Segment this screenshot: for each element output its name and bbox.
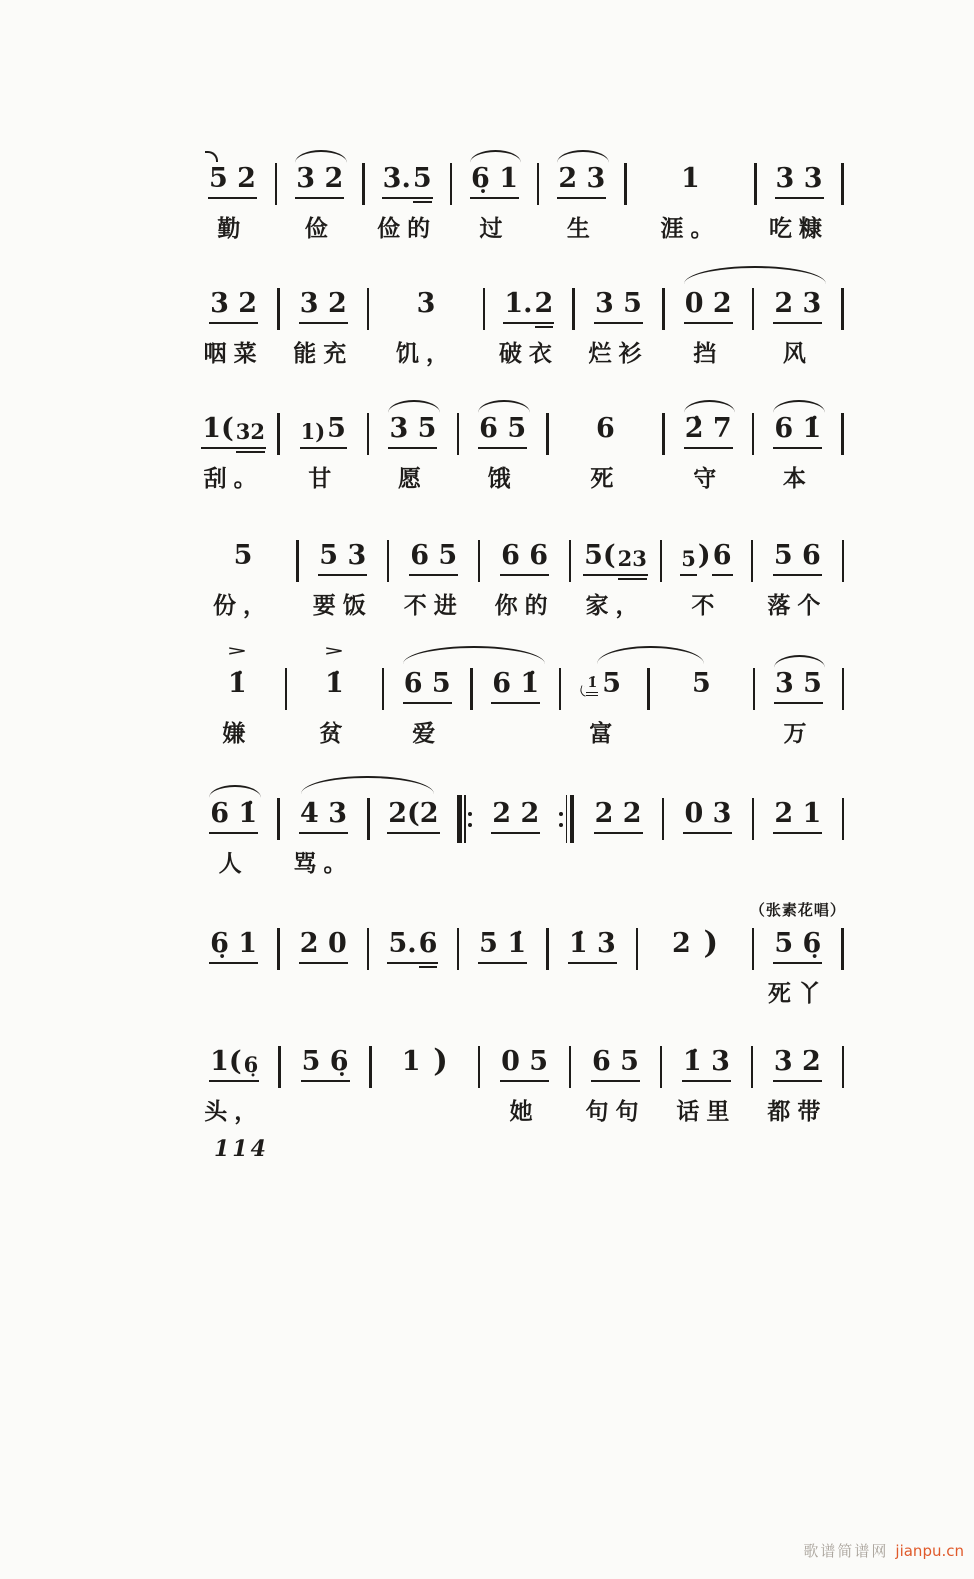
measure bbox=[190, 290, 277, 371]
lyric: 人 bbox=[218, 851, 249, 877]
measure bbox=[190, 800, 277, 881]
measure bbox=[549, 415, 662, 496]
measure bbox=[561, 670, 647, 751]
lyric: 饥， bbox=[396, 341, 457, 367]
note-seg: 6 bbox=[596, 413, 615, 444]
measure bbox=[571, 1048, 659, 1129]
slur-arc bbox=[388, 400, 439, 413]
measure bbox=[280, 290, 367, 371]
lyric: 她 bbox=[509, 1099, 540, 1125]
note-seg: 3 2 bbox=[773, 1047, 822, 1082]
slur-arc bbox=[774, 655, 825, 668]
note-seg: 0 5 bbox=[500, 1047, 549, 1082]
measure bbox=[749, 901, 846, 1011]
slur-arc bbox=[403, 646, 545, 664]
measure bbox=[754, 800, 841, 881]
note-seg: 0 2 bbox=[684, 289, 733, 324]
note-seg: ) bbox=[422, 1043, 448, 1079]
note-group bbox=[773, 290, 822, 324]
note-seg: 1) bbox=[300, 420, 327, 449]
note-seg: 6 5 bbox=[409, 541, 458, 576]
measure bbox=[665, 290, 752, 371]
note-seg: 3 2 bbox=[295, 164, 344, 199]
lyric: 不进 bbox=[403, 593, 464, 619]
measure bbox=[190, 542, 296, 623]
slur-arc bbox=[478, 400, 529, 413]
measure bbox=[574, 800, 661, 881]
note-group bbox=[209, 800, 258, 834]
grace-note: 1̇ bbox=[587, 675, 598, 691]
note-group bbox=[594, 290, 643, 324]
watermark-site-url[interactable]: jianpu.cn bbox=[895, 1542, 964, 1560]
note-seg: 2 3 bbox=[557, 164, 606, 199]
measure bbox=[389, 542, 477, 623]
note-seg: 1( bbox=[201, 414, 235, 449]
measure bbox=[650, 670, 753, 751]
lyric: 嫌 bbox=[222, 721, 253, 747]
note-group bbox=[416, 290, 437, 324]
note-seg: 6 bbox=[418, 929, 439, 964]
measure bbox=[473, 670, 559, 751]
note-seg: 1 bbox=[681, 163, 700, 194]
measure bbox=[754, 290, 841, 371]
note-seg: 3 2 bbox=[209, 289, 258, 324]
lyric: 爱 bbox=[412, 721, 443, 747]
note-group bbox=[568, 930, 617, 964]
barline bbox=[842, 798, 845, 840]
note-seg: 3 3 bbox=[775, 164, 824, 199]
note-seg: 3 2 bbox=[299, 289, 348, 324]
note-group bbox=[491, 670, 540, 704]
note-group bbox=[300, 415, 347, 449]
note-group bbox=[691, 670, 712, 704]
measure bbox=[287, 644, 382, 751]
lyric: 破衣 bbox=[498, 341, 559, 367]
measure bbox=[190, 415, 277, 496]
measure bbox=[459, 930, 546, 1011]
note-seg: 3. bbox=[382, 164, 412, 199]
note-group bbox=[318, 542, 367, 576]
note-seg: 2 0 bbox=[299, 929, 348, 964]
note-seg: 5. bbox=[387, 929, 417, 964]
note-seg: 2(2 bbox=[387, 799, 439, 834]
watermark-site-name: 歌谱简谱网 bbox=[803, 1542, 889, 1560]
lyric: 都带 bbox=[767, 1099, 828, 1125]
note-group bbox=[775, 165, 824, 199]
measure bbox=[480, 1048, 568, 1129]
note-seg: 2 2 bbox=[491, 799, 540, 834]
lyric: 骂。 bbox=[293, 851, 354, 877]
slur-arc bbox=[295, 150, 346, 163]
note-seg: 2 bbox=[671, 928, 691, 959]
accent-icon: > bbox=[226, 644, 248, 659]
note-seg: 6 5 bbox=[478, 414, 527, 449]
lyric: 死 bbox=[590, 466, 621, 492]
note-seg: 5 bbox=[326, 414, 347, 449]
note-group bbox=[209, 1048, 259, 1082]
lyric: 生 bbox=[566, 216, 597, 242]
lyric: 甘 bbox=[308, 466, 339, 492]
measure bbox=[190, 1048, 278, 1129]
lyric: 头， bbox=[204, 1099, 265, 1125]
measure bbox=[190, 165, 275, 246]
note-group bbox=[586, 670, 622, 704]
note-seg: 3 5 bbox=[388, 414, 437, 449]
measure bbox=[280, 930, 367, 1011]
note-seg: 5 bbox=[602, 668, 622, 699]
note-group bbox=[299, 930, 348, 964]
slur-arc bbox=[557, 150, 608, 163]
score-line bbox=[190, 542, 844, 623]
slur-arc bbox=[301, 776, 433, 794]
lyric: 过 bbox=[479, 216, 510, 242]
measure bbox=[755, 670, 841, 751]
note-group bbox=[478, 930, 527, 964]
barline bbox=[841, 928, 844, 970]
measure bbox=[665, 415, 752, 496]
note-seg: 3 bbox=[416, 288, 436, 319]
lyric: 挡 bbox=[693, 341, 724, 367]
lyric: 落个 bbox=[767, 593, 828, 619]
measure bbox=[757, 165, 842, 246]
lyric: 愿 bbox=[397, 466, 428, 492]
note-group bbox=[478, 415, 527, 449]
note-group bbox=[201, 415, 266, 449]
note-group bbox=[773, 542, 822, 576]
note-seg: 1̇ bbox=[325, 668, 344, 699]
note-group bbox=[500, 1048, 549, 1082]
barline-thick bbox=[457, 795, 462, 843]
note-seg: 23 bbox=[617, 547, 648, 576]
note-group bbox=[680, 165, 701, 199]
accent-icon: > bbox=[324, 644, 345, 659]
note-seg: 2 1 bbox=[773, 799, 822, 834]
lyric: 份， bbox=[213, 593, 274, 619]
slur-arc bbox=[684, 266, 826, 284]
note-group bbox=[773, 800, 822, 834]
repeat-dots-icon bbox=[559, 812, 563, 827]
lyric: 本 bbox=[782, 466, 813, 492]
measure bbox=[539, 165, 624, 246]
note-seg: 4 3 bbox=[299, 799, 348, 834]
note-group bbox=[388, 415, 437, 449]
measure bbox=[281, 1048, 369, 1129]
note-group bbox=[500, 542, 549, 576]
note-seg: 5 bbox=[680, 547, 697, 576]
note-group bbox=[684, 290, 733, 324]
note-seg: 0 3 bbox=[683, 799, 732, 834]
note-seg: 3 5 bbox=[774, 669, 823, 704]
measure bbox=[452, 165, 537, 246]
measure bbox=[299, 542, 387, 623]
repeat-end-barline bbox=[559, 795, 574, 843]
barline bbox=[841, 413, 844, 455]
measure bbox=[365, 165, 450, 246]
measure bbox=[277, 165, 362, 246]
note-group bbox=[209, 930, 258, 964]
note-seg: 2̇ 7 bbox=[684, 414, 733, 449]
note-group bbox=[683, 800, 732, 834]
note-seg: 1( bbox=[209, 1047, 243, 1082]
note-seg: 6̣ bbox=[243, 1053, 260, 1082]
note-seg: 5( bbox=[583, 541, 617, 576]
measure bbox=[472, 800, 559, 881]
measure bbox=[627, 165, 754, 246]
note-seg: 6 5 bbox=[403, 669, 452, 704]
note-group bbox=[594, 800, 643, 834]
lyric: 饿 bbox=[487, 466, 518, 492]
barline bbox=[841, 163, 844, 205]
slur-arc bbox=[684, 400, 735, 413]
lyric: 吃糠 bbox=[769, 216, 830, 242]
measure bbox=[280, 415, 367, 496]
measure bbox=[369, 415, 456, 496]
measure bbox=[485, 290, 572, 371]
note-seg: 5 6 bbox=[773, 541, 822, 576]
note-group bbox=[233, 542, 254, 576]
lyric: 你的 bbox=[494, 593, 555, 619]
note-group bbox=[403, 670, 452, 704]
measure bbox=[480, 542, 568, 623]
note-group bbox=[324, 644, 345, 704]
note-group bbox=[557, 165, 606, 199]
note-group bbox=[208, 165, 257, 199]
lyric: 句句 bbox=[585, 1099, 646, 1125]
lyric: 守 bbox=[693, 466, 724, 492]
note-group bbox=[491, 800, 540, 834]
note-group bbox=[503, 290, 554, 324]
score-line bbox=[190, 290, 844, 371]
lyric: 万 bbox=[783, 721, 814, 747]
note-seg: 2 2 bbox=[594, 799, 643, 834]
note-group bbox=[387, 930, 438, 964]
measure bbox=[575, 290, 662, 371]
note-seg: 5 2 bbox=[208, 164, 257, 199]
lyric: 要饭 bbox=[312, 593, 373, 619]
note-seg: 5 1̇ bbox=[478, 929, 527, 964]
note-seg: 1̇ 3 bbox=[682, 1047, 731, 1082]
lyric: 死丫 bbox=[767, 981, 828, 1007]
slur-arc bbox=[209, 785, 260, 798]
score-line bbox=[190, 165, 844, 246]
note-seg: 6̣ 1 bbox=[209, 929, 258, 964]
note-group bbox=[591, 1048, 640, 1082]
note-group bbox=[749, 901, 846, 964]
note-group bbox=[774, 670, 823, 704]
lyric: 能充 bbox=[293, 341, 354, 367]
lyric: 俭 bbox=[304, 216, 335, 242]
note-seg: 5 6̣ bbox=[301, 1047, 350, 1082]
note-seg: 1 bbox=[401, 1046, 421, 1077]
watermark bbox=[803, 1540, 964, 1561]
measure bbox=[459, 415, 546, 496]
score-line bbox=[190, 644, 844, 751]
measure bbox=[662, 1048, 750, 1129]
note-seg: ) bbox=[697, 540, 711, 571]
note-group bbox=[682, 1048, 731, 1082]
note-seg: 1. bbox=[503, 289, 533, 324]
repeat-begin-barline bbox=[457, 795, 472, 843]
note-seg: ) bbox=[692, 925, 719, 961]
measure bbox=[753, 1048, 841, 1129]
note-seg: 6 1̇ bbox=[209, 799, 258, 834]
note-group bbox=[382, 165, 433, 199]
note-group bbox=[299, 290, 348, 324]
note-group bbox=[595, 415, 616, 449]
note-group bbox=[583, 542, 648, 576]
lyric: 话里 bbox=[676, 1099, 737, 1125]
note-seg: 2 bbox=[534, 289, 555, 324]
slur-arc bbox=[773, 400, 824, 413]
note-seg: 5 bbox=[412, 164, 433, 199]
lyric: 勤 bbox=[217, 216, 248, 242]
measure bbox=[190, 644, 285, 751]
lyric: 咽菜 bbox=[203, 341, 264, 367]
note-seg: 32 bbox=[235, 420, 266, 449]
lyric: 烂衫 bbox=[588, 341, 649, 367]
measure bbox=[369, 930, 456, 1011]
note-group bbox=[387, 800, 439, 834]
measure bbox=[662, 542, 750, 623]
barline bbox=[841, 288, 844, 330]
singer-label: （张素花唱） bbox=[749, 901, 846, 919]
note-seg: 3 5 bbox=[594, 289, 643, 324]
lyric: 富 bbox=[589, 721, 620, 747]
note-seg: 1̇ bbox=[227, 668, 247, 699]
measure bbox=[638, 925, 751, 1011]
slur-arc bbox=[597, 646, 704, 664]
score-line bbox=[190, 901, 846, 1011]
note-seg: 5 3 bbox=[318, 541, 367, 576]
barline bbox=[842, 540, 845, 582]
measure bbox=[571, 542, 659, 623]
note-group bbox=[680, 542, 732, 576]
note-group bbox=[299, 800, 348, 834]
measure bbox=[370, 800, 457, 881]
score-line bbox=[190, 800, 844, 881]
note-group bbox=[671, 925, 719, 964]
measure bbox=[664, 800, 751, 881]
score-line bbox=[190, 1043, 844, 1129]
slur-arc bbox=[470, 150, 521, 163]
note-group bbox=[470, 165, 519, 199]
measure bbox=[754, 415, 841, 496]
note-seg: 1̇ 3 bbox=[568, 929, 617, 964]
measure bbox=[190, 930, 277, 1011]
note-seg: 5 bbox=[233, 540, 253, 571]
barline bbox=[842, 668, 845, 710]
tie-tail-icon bbox=[205, 151, 218, 162]
lyric: 家， bbox=[585, 593, 646, 619]
note-seg: 6 1̇ bbox=[773, 414, 822, 449]
note-seg: 2 3 bbox=[773, 289, 822, 324]
lyric: 刮。 bbox=[203, 466, 264, 492]
note-group bbox=[773, 1048, 822, 1082]
lyric: 风 bbox=[782, 341, 813, 367]
measure bbox=[384, 670, 470, 751]
note-seg: 6 5 bbox=[591, 1047, 640, 1082]
page-number: 114 bbox=[214, 1136, 269, 1162]
note-group bbox=[409, 542, 458, 576]
note-seg: 6 1̇ bbox=[491, 669, 540, 704]
lyric: 涯。 bbox=[660, 216, 721, 242]
measure bbox=[280, 800, 367, 881]
measure bbox=[372, 1043, 478, 1129]
note-group bbox=[209, 290, 258, 324]
measure bbox=[753, 542, 841, 623]
note-group bbox=[301, 1048, 350, 1082]
note-group bbox=[684, 415, 733, 449]
measure bbox=[369, 290, 482, 371]
barline bbox=[842, 1046, 845, 1088]
barline-thin bbox=[464, 795, 466, 843]
barline-thin bbox=[566, 795, 568, 843]
note-group bbox=[226, 644, 248, 704]
note-seg: 6 6 bbox=[500, 541, 549, 576]
lyric: 不 bbox=[691, 593, 722, 619]
score-line bbox=[190, 415, 844, 496]
lyric: 俭的 bbox=[377, 216, 438, 242]
lyric: 贫 bbox=[319, 721, 350, 747]
note-seg: 5 bbox=[691, 668, 711, 699]
note-group bbox=[401, 1043, 449, 1082]
measure bbox=[549, 930, 636, 1011]
note-seg: 6 bbox=[712, 541, 733, 576]
note-group bbox=[773, 415, 822, 449]
note-group bbox=[295, 165, 344, 199]
note-seg: 5 6̣ bbox=[773, 929, 822, 964]
note-seg: 6̣ 1 bbox=[470, 164, 519, 199]
